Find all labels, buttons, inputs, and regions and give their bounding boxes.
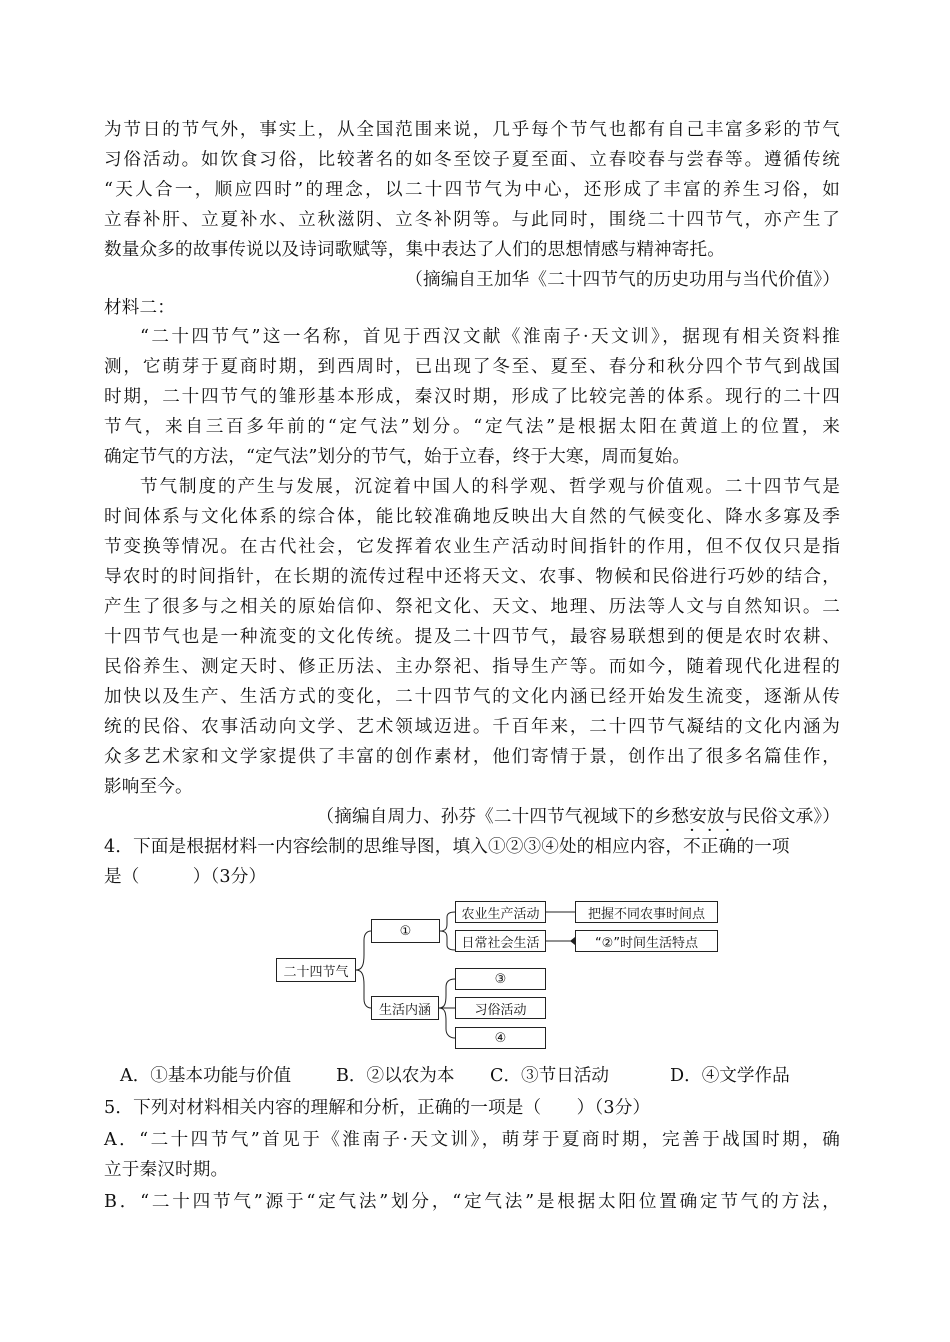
connector-line bbox=[439, 1008, 455, 1038]
paragraph3-line: 产生了很多与之相关的原始信仰、祭祀文化、天文、地理、历法等人文与自然知识。二 bbox=[104, 597, 840, 617]
paragraph2-line: 时期，二十四节气的雏形基本形成，秦汉时期，形成了比较完善的体系。现行的二十四 bbox=[104, 387, 840, 407]
option-d[interactable]: D．④文学作品 bbox=[670, 1066, 790, 1086]
paragraph3-line: 节气制度的产生与发展，沉淀着中国人的科学观、哲学观与价值观。二十四节气是 bbox=[140, 477, 840, 497]
emphasis-char: 不 bbox=[683, 837, 701, 857]
paragraph1-line: 立春补肝、立夏补水、立秋滋阴、立冬补阴等。与此同时，围绕二十四节气，亦产生了 bbox=[104, 210, 840, 230]
mindmap-branch-2: 生活内涵 bbox=[371, 996, 439, 1020]
connector-line bbox=[439, 979, 455, 1008]
option-a[interactable]: A．①基本功能与价值 bbox=[120, 1066, 292, 1086]
question5-option-b[interactable]: B．“二十四节气”源于“定气法”划分，“定气法”是根据太阳位置确定节气的方法， bbox=[104, 1192, 840, 1212]
mindmap-sub-4: ④ bbox=[455, 1027, 546, 1049]
paragraph3-line: 加快以及生产、生活方式的变化，二十四节气的文化内涵已经开始发生流变，逐渐从传 bbox=[104, 687, 840, 707]
paragraph2-line: “二十四节气”这一名称，首见于西汉文献《淮南子·天文训》，据现有相关资料推 bbox=[140, 327, 840, 347]
paragraph3-line: 众多艺术家和文学家提供了丰富的创作素材，他们寄情于景，创作出了很多名篇佳作， bbox=[104, 747, 840, 767]
paragraph3-line: 统的民俗、农事活动向文学、艺术领域迈进。千百年来，二十四节气凝结的文化内涵为 bbox=[104, 717, 840, 737]
question5-option-a-cont: 立于秦汉时期。 bbox=[104, 1160, 229, 1180]
paragraph2-line: 确定节气的方法，“定气法”划分的节气，始于立春，终于大寒，周而复始。 bbox=[104, 447, 691, 467]
connector-line bbox=[440, 912, 455, 931]
question4-stem-line2: 是（ ）（3分） bbox=[104, 867, 267, 887]
emphasis-char: 确 bbox=[718, 837, 737, 857]
mindmap-leaf-1: 把握不同农事时间点 bbox=[575, 901, 718, 923]
option-c[interactable]: C．③节日活动 bbox=[490, 1066, 610, 1086]
mindmap-sub-daily-life: 日常社会生活 bbox=[455, 930, 546, 952]
paragraph1-line: 数量众多的故事传说以及诗词歌赋等，集中表达了人们的思想情感与精神寄托。 bbox=[104, 240, 726, 260]
mindmap-sub-agriculture: 农业生产活动 bbox=[455, 901, 546, 923]
paragraph3-line: 民俗养生、测定天时、修正历法、主办祭祀、指导生产等。而如今，随着现代化进程的 bbox=[104, 657, 840, 677]
question4-stem-suffix: 的一项 bbox=[736, 837, 790, 857]
mindmap-sub-3: ③ bbox=[455, 968, 546, 990]
question5-option-a[interactable]: A．“二十四节气”首见于《淮南子·天文训》，萌芽于夏商时期，完善于战国时期，确 bbox=[104, 1130, 840, 1150]
paragraph3-line: 导农时的时间指针，在长期的流传过程中还将天文、农事、物候和民俗进行巧妙的结合， bbox=[104, 567, 840, 587]
mindmap-sub-customs: 习俗活动 bbox=[455, 997, 546, 1019]
mindmap-leaf-2: “②”时间生活特点 bbox=[575, 930, 718, 952]
connector-line bbox=[440, 931, 455, 950]
paragraph2-line: 测，它萌芽于夏商时期，到西周时，已出现了冬至、夏至、春分和秋分四个节气到战国 bbox=[104, 357, 840, 377]
paragraph3-line: 十四节气也是一种流变的文化传统。提及二十四节气，最容易联想到的便是农时农耕、 bbox=[104, 627, 840, 647]
paragraph1-line: 习俗活动。如饮食习俗，比较著名的如冬至饺子夏至面、立春咬春与尝春等。遵循传统 bbox=[104, 150, 840, 170]
question4-stem bbox=[104, 835, 840, 859]
paragraph1-line: 为节日的节气外，事实上，从全国范围来说，几乎每个节气也都有自己丰富多彩的节气 bbox=[104, 120, 840, 140]
connector-line bbox=[356, 970, 371, 1008]
paragraph3-line: 时间体系与文化体系的综合体，能比较准确地反映出大自然的气候变化、降水多寡及季 bbox=[104, 507, 840, 527]
paragraph1-line: “天人合一，顺应四时”的理念，以二十四节气为中心，还形成了丰富的养生习俗，如 bbox=[104, 180, 840, 200]
option-b[interactable]: B．②以农为本 bbox=[336, 1066, 455, 1086]
mindmap-branch-1: ① bbox=[371, 919, 440, 943]
paragraph3-line: 节变换等情况。在古代社会，它发挥着农业生产活动时间指针的作用，但不仅仅只是指 bbox=[104, 537, 840, 557]
emphasis-char: 正 bbox=[700, 837, 719, 857]
question4-stem-prefix: 4．下面是根据材料一内容绘制的思维导图，填入①②③④处的相应内容， bbox=[104, 837, 684, 857]
source-citation-1: （摘编自王加华《二十四节气的历史功用与当代价值》） bbox=[405, 270, 840, 290]
paragraph2-line: 节气，来自三百多年前的“定气法”划分。“定气法”是根据太阳在黄道上的位置，来 bbox=[104, 417, 840, 437]
material2-heading: 材料二： bbox=[104, 298, 175, 318]
connector-line bbox=[356, 931, 371, 970]
source-citation-2: （摘编自周力、孙芬《二十四节气视域下的乡愁安放与民俗文承》） bbox=[316, 807, 840, 827]
question5-stem: 5．下列对材料相关内容的理解和分析，正确的一项是（ ）（3分） bbox=[104, 1098, 651, 1118]
mindmap-root: 二十四节气 bbox=[276, 958, 356, 982]
paragraph3-line: 影响至今。 bbox=[104, 777, 193, 797]
